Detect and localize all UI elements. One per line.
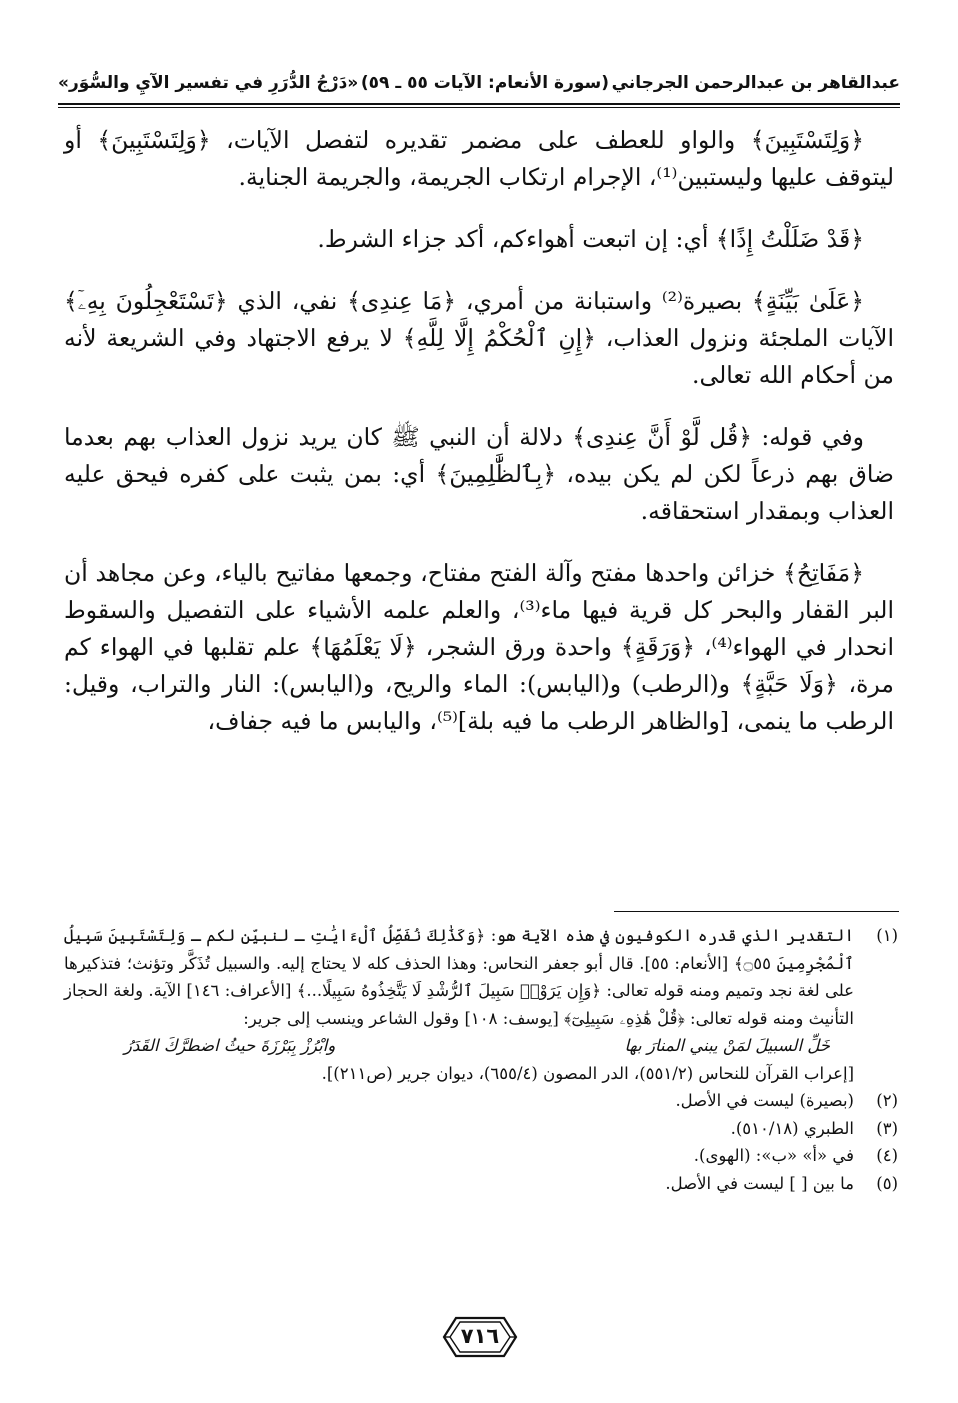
footnote-number: (٣): [876, 1118, 898, 1138]
paragraph-1: ﴿وَلِتَسْتَبِينَ﴾ والواو للعطف على مضمر تقديره لتفصل الآيات، ﴿وَلِتَسْتَبِينَ﴾ أو ليتوقف عليها وليستبين⁽¹⁾، الإجرام ارتكاب الجريمة، والجريمة الجناية.: [64, 126, 894, 191]
page-number-ornament: [442, 1316, 518, 1358]
paragraph-5: ﴿مَفَاتِحُ﴾ خزائن واحدها مفتح وآلة الفتح مفتاح، وجمعها مفاتيح بالياء، وعن مجاهد أن البر القفار والبحر كل قرية فيها ماء⁽³⁾، والعلم علمه الأشياء على التفصيل والسقوط انحدار في الهواء⁽⁴⁾، ﴿وَرَقَةٍ﴾ واحدة ورق الشجر، ﴿لَا يَعْلَمُهَا﴾ علم تقلبها في الهواء كم مرة، ﴿وَلَا حَبَّةٍ﴾ و(الرطب) و(اليابس): الماء والريح، و(اليابس): النار والتراب، وقيل: الرطب ما ينمى، [والظاهر الرطب ما فيه بلة]⁽⁵⁾، واليابس ما فيه جفاف،: [64, 559, 895, 735]
footnote-1-references: [64, 1060, 898, 1088]
poetry-verse: [64, 1032, 898, 1060]
footnote-number: (٤): [876, 1146, 898, 1165]
footnote-5: [64, 1170, 898, 1198]
footnote-text: الطبري (٥١٠/١٨).: [730, 1118, 854, 1138]
footnote-text: في «أ» «ب»: (الهوى).: [693, 1146, 854, 1165]
header-author: عبدالقاهر بن عبدالرحمن الجرجاني: [611, 73, 900, 93]
header-rule-thin: [58, 107, 900, 108]
footnote-separator: [614, 911, 899, 912]
footnote-number: (١): [876, 926, 898, 945]
header-rule: [58, 103, 900, 105]
footnote-1: [64, 922, 898, 1032]
footnote-number: (٢): [876, 1091, 898, 1110]
footnotes: [64, 922, 898, 1197]
footnote-references: [إعراب القرآن للنحاس (٥٥١/٢)، الدر المصون (٦٥٥/٤)، ديوان جرير (ص٢١١)].: [321, 1063, 854, 1083]
main-text: [64, 122, 894, 765]
paragraph-3: ﴿عَلَىٰ بَيِّنَةٍ﴾ بصيرة⁽²⁾ واستبانة من أمري، ﴿مَا عِندِى﴾ نفي، الذي ﴿تَسْتَعْجِلُونَ بِهِۦٓ﴾ الآيات الملجئة ونزول العذاب، ﴿إِنِ ٱلْحُكْمُ إِلَّا لِلَّهِ﴾ لا يرفع الاجتهاد وفي الشريعة لأنه من أحكام الله تعالى.: [64, 287, 894, 389]
footnote-3: [64, 1115, 898, 1143]
verse-second-half: وابْرُزْ بِبَرْزَةَ حيثُ اضطرَّكَ القَدَرُ: [124, 1036, 336, 1055]
header-section: (سورة الأنعام: الآيات ٥٥ ـ ٥٩): [360, 73, 610, 93]
running-header: [58, 66, 900, 100]
footnote-4: [64, 1142, 898, 1170]
footnote-text: (بصيرة) ليست في الأصل.: [675, 1091, 854, 1110]
footnote-2: [64, 1087, 898, 1115]
page-number: ٧١٦: [460, 1324, 500, 1348]
paragraph-2: ﴿قَدْ ضَلَلْتُ إِذًا﴾ أي: إن اتبعت أهواءكم، أكد جزاء الشرط.: [317, 225, 864, 253]
footnote-text: التقدير الذي قدره الكوفيون في هذه الآية هو: ﴿وَكَذَٰلِكَ نُفَصِّلُ ٱلْءَايَٰتِ ـ لنبيِّن لكم ـ وَلِتَسْتَبِينَ سَبِيلُ ٱلْمُجْرِمِينَ ۝٥٥﴾ [الأنعام: ٥٥]. قال أبو جعفر النحاس: وهذا الحذف كله لا يحتاج إليه. والسبيل تُذَكَّر وتؤنث؛ فتذكيرها على لغة نجد وتميم ومنه قوله تعالى: ﴿وَإِن يَرَوْا۟ سَبِيلَ ٱلرُّشْدِ لَا يَتَّخِذُوهُ سَبِيلًا...﴾ [الأعراف: ١٤٦] الآية. ولغة الحجاز التأنيث ومنه قوله تعالى: ﴿قُلْ هَٰذِهِۦ سَبِيلِىٓ﴾ [يوسف: ١٠٨] وقول الشاعر وينسب إلى جرير:: [64, 926, 854, 1028]
header-book-title: «دَرْجُ الدُّرَرِ في تفسير الآيِ والسُّوَر»: [58, 73, 359, 93]
footnote-text: ما بين [ ] ليست في الأصل.: [665, 1173, 854, 1193]
footnote-number: (٥): [876, 1173, 898, 1193]
verse-first-half: خَلِّ السبيلَ لمَنْ يبني المنارَ بها: [624, 1036, 830, 1055]
paragraph-4: وفي قوله: ﴿قُل لَّوْ أَنَّ عِندِى﴾ دلالة أن النبي ﷺ كان يريد نزول العذاب بهم بعدما ضاق بهم ذرعاً لكن لم يكن بيده، ﴿بِٱلظَّٰلِمِينَ﴾ أي: بمن يثبت على كفره فيحق عليه العذاب وبمقدار استحقاقه.: [64, 423, 894, 525]
